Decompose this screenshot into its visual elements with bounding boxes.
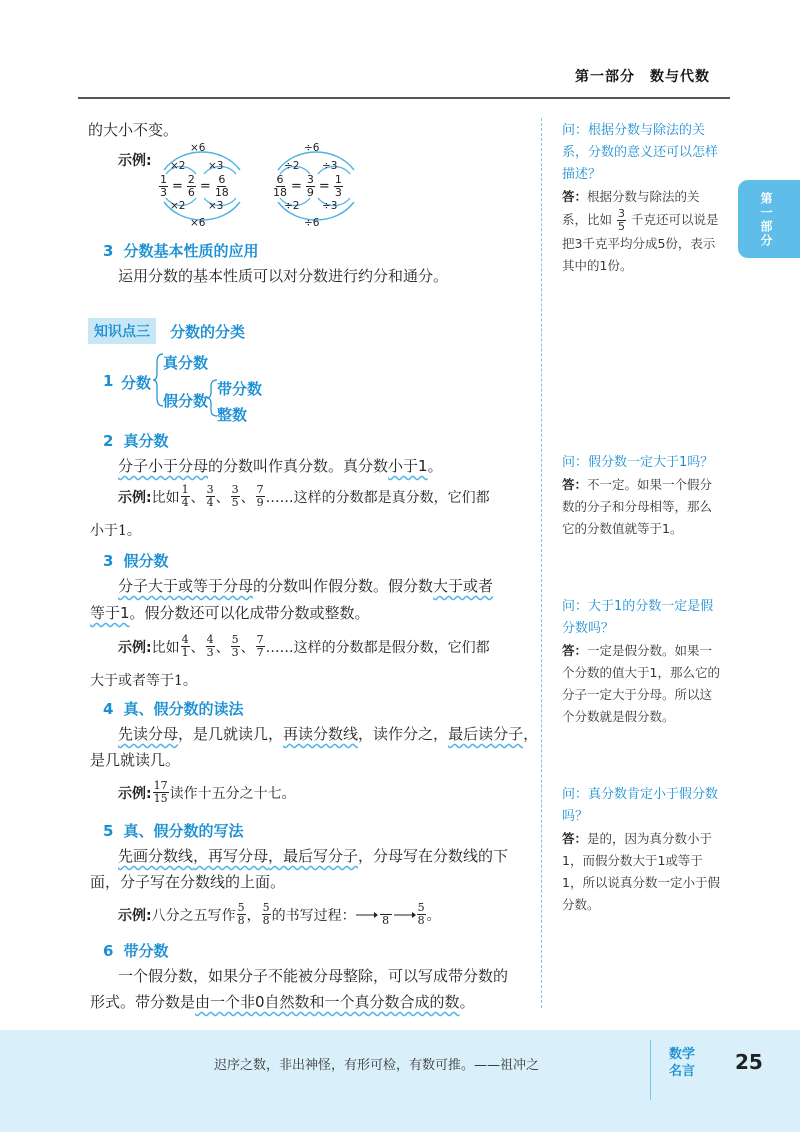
fraction: $\frac{5}{3}$ xyxy=(231,633,239,659)
fraction: $\frac{6}{18}$ xyxy=(273,173,287,199)
mixed-number-text-line2: 形式。带分数是由一个非0自然数和一个真分数合成的数。 xyxy=(90,993,475,1011)
arrow-icon xyxy=(394,910,416,920)
fraction: $\frac{3}{9}$ xyxy=(306,173,314,199)
partial-fraction: 8 xyxy=(380,903,392,927)
section-heading-writing: 5 真、假分数的写法 xyxy=(103,822,244,840)
expand-op-a: ×2 xyxy=(170,160,186,172)
fraction: $\frac{2}{6}$ xyxy=(187,173,195,199)
expand-bottom-op: ×6 xyxy=(190,217,206,229)
sidebar-question: 问：大于1的分数一定是假分数吗？ xyxy=(562,599,714,636)
knowledge-point-header xyxy=(88,318,245,344)
class-root: 分数 xyxy=(121,374,152,392)
fraction-expand-diagram xyxy=(152,140,252,232)
writing-rule-line1: 先画分数线，再写分母，最后写分子，分母写在分数线的下 xyxy=(118,847,509,865)
reduce-op-b: ÷3 xyxy=(322,160,338,172)
sidebar-question: 问：真分数肯定小于假分数吗？ xyxy=(562,787,719,824)
reading-rule-line1: 先读分母，是几就读几，再读分数线，读作分之，最后读分子， xyxy=(118,725,539,743)
fraction: $\frac{3}{4}$ xyxy=(206,483,214,509)
sidebar-qa-2 xyxy=(562,452,722,540)
reduce-equation: $\frac{6}{18}$ = $\frac{3}{9}$ = $\frac{1}{3}$ xyxy=(273,173,342,199)
section-heading-mixed-number: 6 带分数 xyxy=(103,942,169,960)
writing-example: 示例: 八分之五写作 $\frac{5}{8}$ ， $\frac{5}{8}$ 的书写过程： 8 $\frac{5}{8}$ 。 xyxy=(118,901,441,927)
side-tab-label: 第一部分 xyxy=(759,192,773,248)
knowledge-point-title: 分数的分类 xyxy=(170,322,246,341)
reduce-top-op: ÷6 xyxy=(304,142,320,154)
true-fraction-example-line2: 小于1。 xyxy=(90,523,141,539)
sidebar-answer: 答：根据分数与除法的关系，比如 $\frac{3}{5}$ 千克还可以说是把3千克平均分成5份，表示其中的1份。 xyxy=(562,189,719,273)
reduce-op-c: ÷2 xyxy=(284,200,300,212)
sidebar-question: 问：根据分数与除法的关系，分数的意义还可以怎样描述？ xyxy=(562,123,719,182)
fraction: $\frac{5}{8}$ xyxy=(262,901,270,927)
sidebar-question: 问：假分数一定大于1吗？ xyxy=(562,455,714,470)
class-whole-number: 整数 xyxy=(217,406,248,424)
improper-fraction-example-line2: 大于或者等于1。 xyxy=(90,673,197,689)
sidebar-qa-1 xyxy=(562,120,722,277)
reading-rule-line2: 是几就读几。 xyxy=(90,751,181,769)
section-heading-reading: 4 真、假分数的读法 xyxy=(103,700,244,718)
fraction: $\frac{6}{18}$ xyxy=(214,173,229,199)
expand-equation: $\frac{1}{3}$ = $\frac{2}{6}$ = $\frac{6}{18}$ xyxy=(160,173,229,199)
expand-op-b: ×3 xyxy=(208,160,224,172)
application-text: 运用分数的基本性质可以对分数进行约分和通分。 xyxy=(118,267,449,285)
sidebar-answer: 答：不一定。如果一个假分数的分子和分母相等，那么它的分数值就等于1。 xyxy=(562,477,713,536)
expand-op-d: ×3 xyxy=(208,200,224,212)
class-true-fraction: 真分数 xyxy=(163,354,209,372)
fraction: $\frac{17}{15}$ xyxy=(153,779,168,805)
writing-rule-line2: 面，分子写在分数线的上面。 xyxy=(90,873,286,891)
column-divider xyxy=(541,118,542,1008)
fraction: $\frac{1}{4}$ xyxy=(181,483,189,509)
reading-example: 示例: $\frac{17}{15}$ 读作十五分之十七。 xyxy=(118,779,296,805)
fraction: $\frac{1}{3}$ xyxy=(160,173,167,199)
page-number: 25 xyxy=(735,1050,763,1074)
reduce-op-a: ÷2 xyxy=(284,160,300,172)
header-title: 第一部分 数与代数 xyxy=(575,69,710,85)
fraction: $\frac{7}{9}$ xyxy=(256,483,264,509)
sidebar-qa-3 xyxy=(562,596,722,728)
footer-label: 数学名言 xyxy=(668,1047,695,1079)
improper-fraction-definition-line2: 等于1。假分数还可以化成带分数或整数。 xyxy=(90,604,370,622)
fraction-reduce-diagram xyxy=(266,140,366,232)
mixed-number-text-line1: 一个假分数，如果分子不能被分母整除，可以写成带分数的 xyxy=(118,967,509,985)
fraction: $\frac{3}{5}$ xyxy=(231,483,239,509)
intro-line: 的大小不变。 xyxy=(88,121,179,139)
section-heading-true-fraction: 2 真分数 xyxy=(103,432,169,450)
fraction: $\frac{4}{3}$ xyxy=(206,633,214,659)
arrow-icon xyxy=(356,910,378,920)
reduce-op-d: ÷3 xyxy=(322,200,338,212)
class-num: 1 xyxy=(103,372,114,390)
class-improper-fraction: 假分数 xyxy=(163,392,209,410)
fraction-classification-tree xyxy=(103,350,303,428)
sidebar-answer: 答：一定是假分数。如果一个分数的值大于1，那么它的分子一定大于分母。所以这个分数就是假分数。 xyxy=(562,643,720,724)
fraction: $\frac{5}{8}$ xyxy=(417,901,425,927)
fraction: $\frac{3}{5}$ xyxy=(618,207,625,233)
fraction: $\frac{7}{7}$ xyxy=(256,633,264,659)
header-rule xyxy=(78,97,730,99)
expand-top-op: ×6 xyxy=(190,142,206,154)
true-fraction-definition: 分子小于分母的分数叫作真分数。真分数小于1。 xyxy=(118,457,443,475)
expand-op-c: ×2 xyxy=(170,200,186,212)
example-label-1: 示例: xyxy=(118,153,152,169)
section-side-tab[interactable] xyxy=(738,180,800,258)
class-mixed-number: 带分数 xyxy=(217,380,263,398)
section-heading-improper-fraction: 3 假分数 xyxy=(103,552,169,570)
improper-fraction-example: 示例: 比如 $\frac{4}{1}$ 、 $\frac{4}{3}$ 、 $\frac{5}{3}$ 、 $\frac{7}{7}$ ……这样的分数都是假分数，它们都 xyxy=(118,633,490,659)
footer-quote: 迟序之数，非出神怪，有形可检，有数可推。——祖冲之 xyxy=(214,1058,540,1073)
knowledge-point-label: 知识点三 xyxy=(88,318,156,344)
true-fraction-example: 示例: 比如 $\frac{1}{4}$ 、 $\frac{3}{4}$ 、 $\frac{3}{5}$ 、 $\frac{7}{9}$ ……这样的分数都是真分数，它们都 xyxy=(118,483,490,509)
sidebar-qa-4 xyxy=(562,784,722,916)
reduce-bottom-op: ÷6 xyxy=(304,217,320,229)
section-heading-application: 3 分数基本性质的应用 xyxy=(103,242,259,260)
footer-divider xyxy=(650,1040,651,1100)
fraction: $\frac{5}{8}$ xyxy=(237,901,245,927)
sidebar-answer: 答：是的，因为真分数小于1，而假分数大于1或等于1，所以说真分数一定小于假分数。 xyxy=(562,831,720,912)
fraction: $\frac{4}{1}$ xyxy=(181,633,189,659)
improper-fraction-definition-line1: 分子大于或等于分母的分数叫作假分数。假分数大于或者 xyxy=(118,577,494,595)
fraction: $\frac{1}{3}$ xyxy=(334,173,342,199)
